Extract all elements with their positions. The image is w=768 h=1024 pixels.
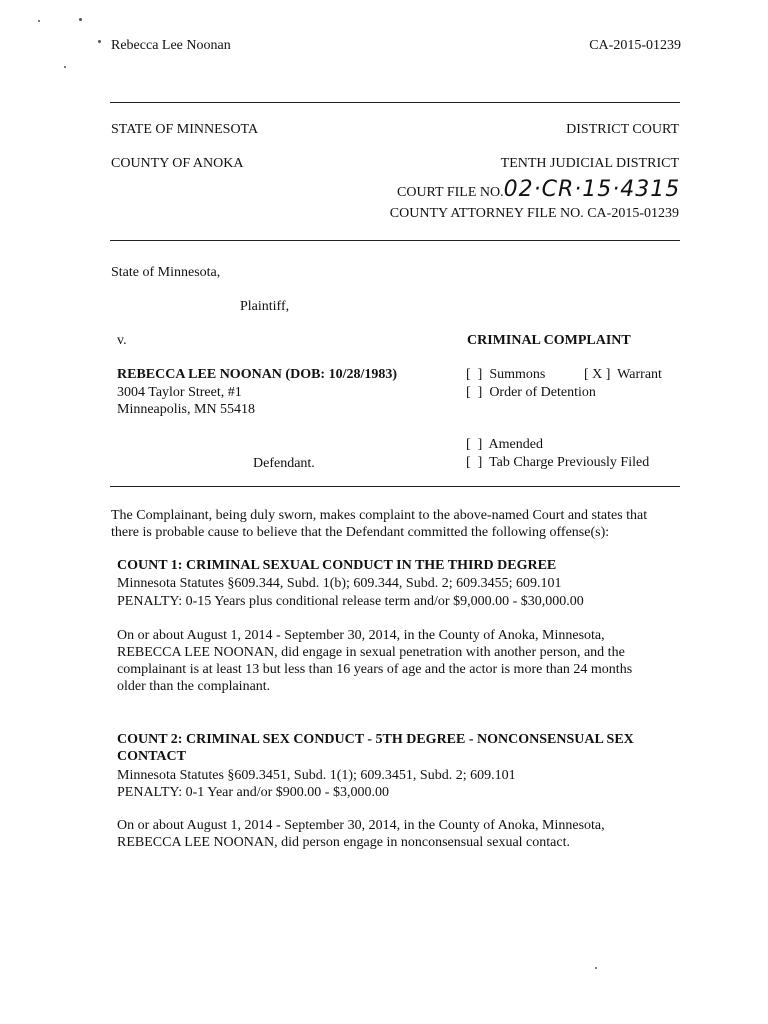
divider-top xyxy=(110,102,680,103)
count-1-desc-line: older than the complainant. xyxy=(117,679,271,694)
scan-speck xyxy=(98,40,101,43)
count-1-desc-line: REBECCA LEE NOONAN, did engage in sexual penetration with another person, and the xyxy=(117,645,625,660)
count-2-statutes: Minnesota Statutes §609.3451, Subd. 1(1); 609.3451, Subd. 2; 609.101 xyxy=(117,768,516,783)
count-2-title xyxy=(117,731,634,765)
defendant-label: Defendant. xyxy=(253,456,315,471)
complaint-title: CRIMINAL COMPLAINT xyxy=(467,333,631,348)
count-1-desc-line: complainant is at least 13 but less than 16 years of age and the actor is more than 24 months xyxy=(117,662,633,677)
option-amended: [ ] Amended xyxy=(466,437,543,452)
intro-line: The Complainant, being duly sworn, makes complaint to the above-named Court and states that xyxy=(111,508,648,523)
count-2-title-line: COUNT 2: CRIMINAL SEX CONDUCT - 5TH DEGREE - NONCONSENSUAL SEX xyxy=(117,732,634,747)
option-summons: [ ] Summons xyxy=(466,367,546,382)
header-case-number: CA-2015-01239 xyxy=(589,38,681,53)
defendant-address-line2: Minneapolis, MN 55418 xyxy=(117,402,256,417)
versus: v. xyxy=(117,333,127,348)
option-order-of-detention: [ ] Order of Detention xyxy=(466,385,596,400)
plaintiff-name: State of Minnesota, xyxy=(111,265,221,280)
option-warrant: [ X ] Warrant xyxy=(584,367,662,382)
count-1-statutes: Minnesota Statutes §609.344, Subd. 1(b); 609.344, Subd. 2; 609.3455; 609.101 xyxy=(117,576,562,591)
scan-speck xyxy=(595,967,597,969)
defendant-address-line1: 3004 Taylor Street, #1 xyxy=(117,385,242,400)
handwritten-file-number: 02·CR·15·4315 xyxy=(503,177,681,202)
plaintiff-label: Plaintiff, xyxy=(240,299,290,314)
scan-speck xyxy=(79,18,82,21)
caption-district: TENTH JUDICIAL DISTRICT xyxy=(500,156,679,171)
count-2-description xyxy=(117,817,677,851)
count-1-title: COUNT 1: CRIMINAL SEXUAL CONDUCT IN THE THIRD DEGREE xyxy=(117,558,557,573)
intro-paragraph xyxy=(111,507,671,541)
court-file-label: COURT FILE NO. xyxy=(397,185,504,200)
count-2-title-line: CONTACT xyxy=(117,749,186,764)
header-defendant-name: Rebecca Lee Noonan xyxy=(111,38,231,53)
option-tab-charge: [ ] Tab Charge Previously Filed xyxy=(466,455,650,470)
caption-state: STATE OF MINNESOTA xyxy=(111,122,259,137)
count-2-desc-line: REBECCA LEE NOONAN, did person engage in nonconsensual sexual contact. xyxy=(117,835,570,850)
court-file-number xyxy=(397,177,681,202)
county-attorney-file: COUNTY ATTORNEY FILE NO. CA-2015-01239 xyxy=(389,206,679,221)
count-2-desc-line: On or about August 1, 2014 - September 30, 2014, in the County of Anoka, Minnesota, xyxy=(117,818,605,833)
divider-caption xyxy=(110,240,680,241)
caption-county: COUNTY OF ANOKA xyxy=(111,156,244,171)
scan-speck xyxy=(64,66,66,68)
count-1-description xyxy=(117,627,677,695)
count-1-desc-line: On or about August 1, 2014 - September 30, 2014, in the County of Anoka, Minnesota, xyxy=(117,628,605,643)
intro-line: there is probable cause to believe that the Defendant committed the following offense(s): xyxy=(111,525,610,540)
count-2-penalty: PENALTY: 0-1 Year and/or $900.00 - $3,000.00 xyxy=(117,785,389,800)
caption-court: DISTRICT COURT xyxy=(566,122,679,137)
defendant-name: REBECCA LEE NOONAN (DOB: 10/28/1983) xyxy=(117,367,398,382)
scan-speck xyxy=(38,20,40,22)
divider-parties xyxy=(110,486,680,487)
count-1-penalty: PENALTY: 0-15 Years plus conditional release term and/or $9,000.00 - $30,000.00 xyxy=(117,594,584,609)
